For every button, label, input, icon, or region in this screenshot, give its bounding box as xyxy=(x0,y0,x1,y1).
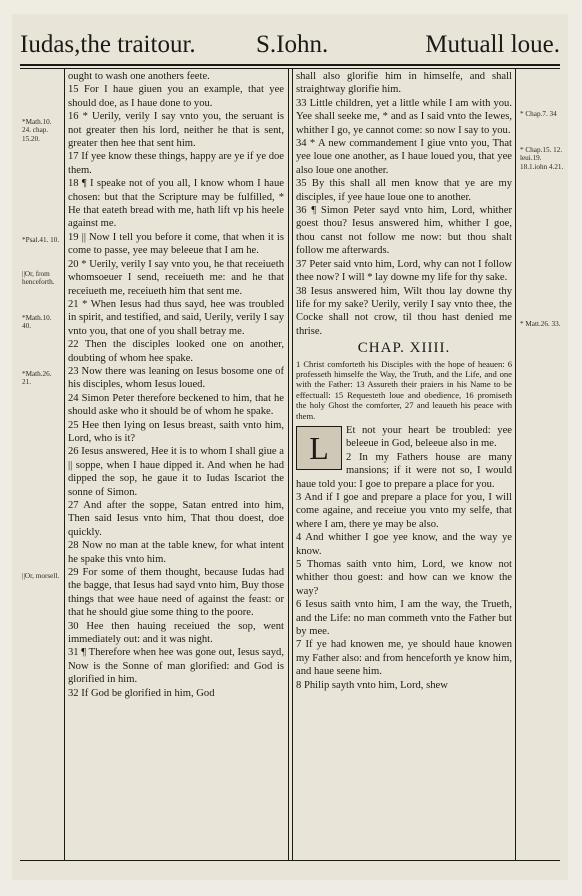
verse: 5 Thomas saith vnto him, Lord, we know not whither thou goest: and how can we know the way? xyxy=(296,559,512,597)
verse: 17 If yee know these things, happy are ye if ye doe them. xyxy=(68,151,284,176)
text-column-right xyxy=(296,70,512,856)
verse: 6 Iesus saith vnto him, I am the way, the Trueth, and the Life: no man commeth vnto the Father but by mee. xyxy=(296,599,512,638)
verse: 8 Philip sayth vnto him, Lord, shew xyxy=(296,679,448,691)
verse: 35 By this shall all men know that ye are my disciples, if yee haue loue one to another. xyxy=(296,178,512,203)
verse: 32 If God be glorified in him, God xyxy=(68,687,215,699)
verse: 27 And after the soppe, Satan entred into him, Then said Iesus vnto him, That thou doest, doe quickly. xyxy=(68,500,284,538)
chapter-heading: CHAP. XIIII. xyxy=(357,340,451,357)
verse: shall also glorifie him in himselfe, and shall straightway glorifie him. xyxy=(296,71,512,96)
header-left-title: Iudas,the traitour. xyxy=(20,31,196,58)
header-rule xyxy=(20,64,560,66)
margin-note: * Matt.26. 33. xyxy=(520,320,561,328)
margin-note: * Chap.7. 34 xyxy=(520,110,557,118)
verse: 24 Simon Peter therefore beckened to him, that he should aske who it should be of whom he spake. xyxy=(68,392,284,418)
verse: 18 ¶ I speake not of you all, I know whom I haue chosen: but that the Scripture may be fulfilled, * He that eateth bread with me, hath lift vp his heele against me. xyxy=(68,178,284,230)
verse: Et not your heart be troubled: yee beleeue in God, beleeue also in me. xyxy=(346,424,512,450)
verse: 25 Hee then lying on Iesus breast, saith vnto him, Lord, who is it? xyxy=(68,419,284,444)
verse: 31 ¶ Therefore when hee was gone out, Iesus sayd, Now is the Sonne of man glorified: and God is glorified in him. xyxy=(68,647,284,686)
verse: 15 For I haue giuen you an example, that yee should doe, as I haue done to you. xyxy=(68,84,284,109)
verse: 20 * Uerily, verily I say vnto you, he that receiueth whomsoeuer I send, receiueth me: and he that receiueth me, receiueth him that sent me. xyxy=(68,258,284,297)
verse: 3 And if I goe and prepare a place for you, I will come againe, and receiue you vnto my selfe, that where I am, there ye may be also. xyxy=(296,492,512,530)
verse: 37 Peter said vnto him, Lord, why can not I follow thee now? I will * lay downe my life for thy sake. xyxy=(296,258,512,284)
verse: 7 If ye had knowen me, ye should haue knowen my Father also: and from henceforth ye know him, and haue seene him. xyxy=(296,639,512,678)
margin-note: *Psal.41. 10. xyxy=(22,236,60,244)
verse: 23 Now there was leaning on Iesus bosome one of his disciples, whom Iesus loued. xyxy=(68,365,284,391)
text-column-left xyxy=(68,70,284,856)
verse: 22 Then the disciples looked one on another, doubting of whom hee spake. xyxy=(68,339,284,364)
verse: 21 * When Iesus had thus sayd, hee was troubled in spirit, and testified, and said, Uerily, verily I say vnto you, that one of you shall betray me. xyxy=(68,298,284,337)
verse: 2 In my Fathers house are many mansions; if it were not so, I would haue told you: I goe to prepare a place for you. xyxy=(296,451,512,490)
verse: 26 Iesus answered, Hee it is to whom I shall giue a || soppe, when I haue dipped it. And when he had dipped the sop, he gaue it to Iudas Iscariot the sonne of Simon. xyxy=(68,446,284,498)
verse: ought to wash one anothers feete. xyxy=(68,71,210,82)
verse: 33 Little children, yet a little while I am with you. Yee shall seeke me, * and as I said vnto the Iewes, whither I go, ye cannot come: so now I say to you. xyxy=(296,97,512,136)
verse: 30 Hee then hauing receiued the sop, went immediately out: and it was night. xyxy=(68,620,284,646)
column-divider-right xyxy=(292,68,293,860)
margin-note: *Math.26. 21. xyxy=(22,370,52,387)
column-divider-left xyxy=(288,68,289,860)
header-rule-thin xyxy=(20,68,560,69)
verse: 29 For some of them thought, because Iudas had the bagge, that Iesus had sayd vnto him, Buy those things that wee haue need of against the feast: or that he should giue some thing to the poore. xyxy=(68,567,284,619)
verse: 34 * A new commandement I giue vnto you, That yee loue one another, as I haue loued you, that yee also loue one another. xyxy=(296,138,512,176)
verse: 36 ¶ Simon Peter sayd vnto him, Lord, whither goest thou? Iesus answered him, whither I goe, thou canst not follow me now: but thou shalt follow me afterwards. xyxy=(296,205,512,257)
footer-rule xyxy=(20,860,560,861)
header-right-title: Mutuall loue. xyxy=(425,31,560,58)
decorated-initial: L xyxy=(296,426,342,470)
margin-note: *Math.10. 40. xyxy=(22,314,52,331)
left-margin-divider xyxy=(64,68,65,860)
verse: 4 And whither I goe yee know, and the way ye know. xyxy=(296,532,512,557)
verse: 16 * Uerily, verily I say vnto you, the seruant is not greater then his lord, neither he that is sent, greater then hee that sent him. xyxy=(68,111,284,150)
verse: 19 || Now I tell you before it come, that when it is come to passe, yee may beleeue that I am he. xyxy=(68,231,284,257)
margin-note: *Math.10. 24. chap. 15.20. xyxy=(22,118,52,143)
right-margin-divider xyxy=(515,68,516,860)
running-header xyxy=(20,22,560,62)
margin-note: ||Or, morsell. xyxy=(22,572,60,580)
verse: 38 Iesus answered him, Wilt thou lay downe thy life for my sake? Uerily, verily I say vnto thee, the Cocke shall not crow, til thou hast denied me thrise. xyxy=(296,285,512,337)
margin-note: ||Or, from henceforth. xyxy=(22,270,55,287)
verse: 28 Now no man at the table knew, for what intent he spake this vnto him. xyxy=(68,540,284,565)
margin-note: * Chap.15. 12. leui.19. 18.1.iohn 4.21. xyxy=(520,146,564,171)
bible-page xyxy=(12,14,568,880)
chapter-summary: 1 Christ comforteth his Disciples with the hope of heauen: 6 professeth himselfe the Way, the Truth, and the Life, and one with the Father: 13 Assureth their praiers in his Name to be effectuall: 15 Requesteth loue and obedience, 16 promiseth the holy Ghost the comforter, 27 and leaueth his peace with them. xyxy=(296,358,512,421)
header-book-title: S.Iohn. xyxy=(256,31,329,58)
